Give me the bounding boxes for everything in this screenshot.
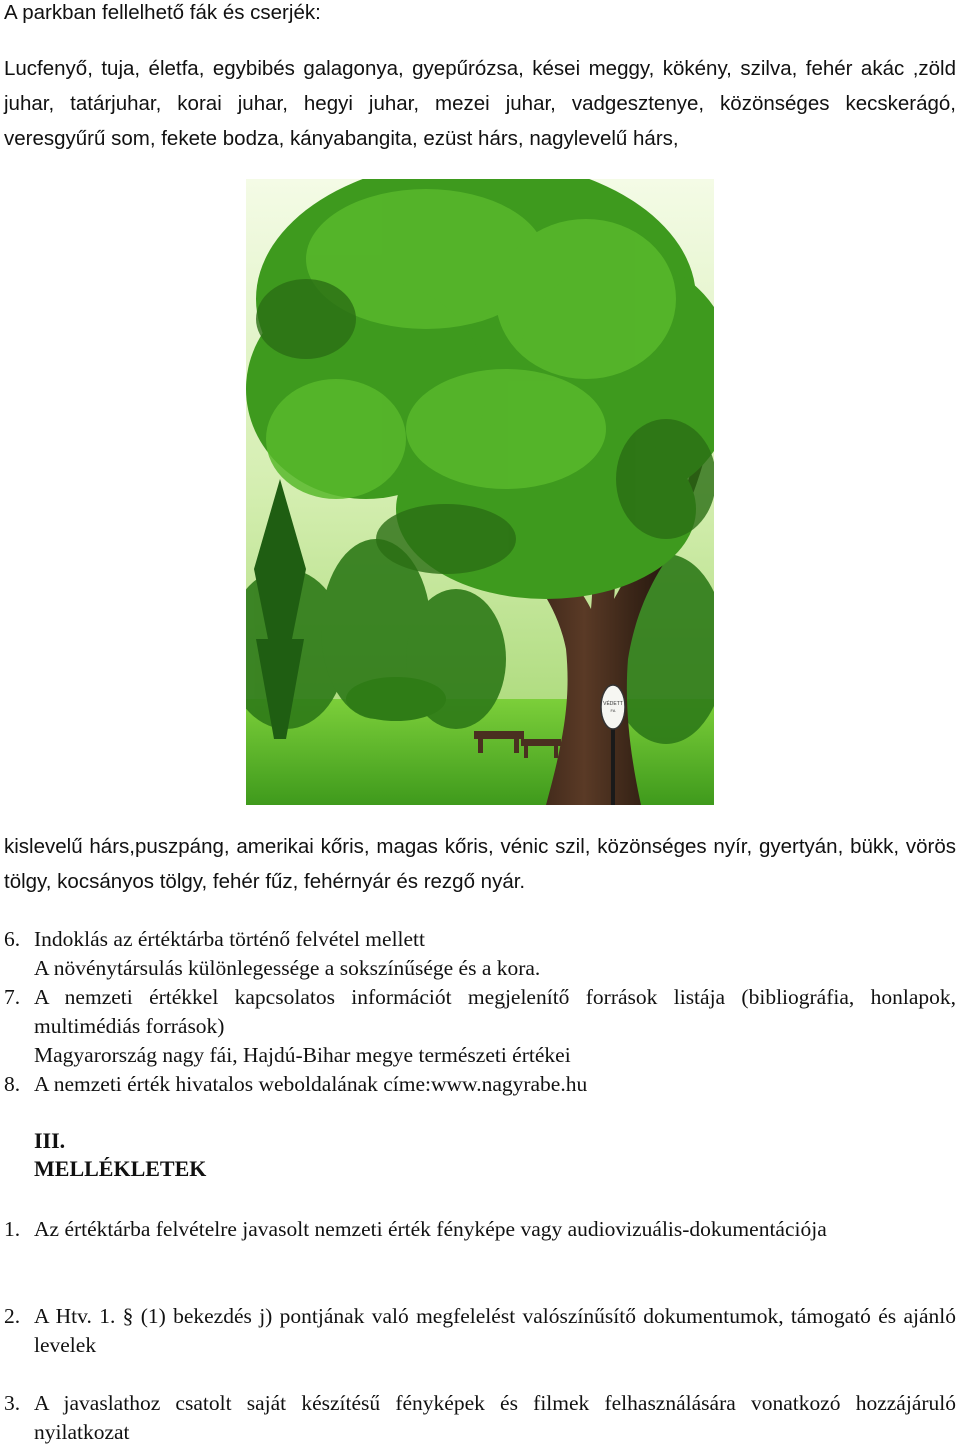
sign-text-1: VÉDETT: [603, 701, 623, 707]
attachment-1: [4, 1215, 956, 1244]
trees-paragraph-top: Lucfenyő, tuja, életfa, egybibés galagonya, gyepűrózsa, kései meggy, kökény, szilva, fehér akác ,zöld juhar, tatárjuhar, korai juhar, hegyi juhar, mezei juhar, vadgesztenye, közönséges kecskerágó, veresgyűrű som, fekete bodza, kányabangita, ezüst hárs, nagylevelű hárs,: [4, 57, 956, 150]
item-sub-text: Magyarország nagy fái, Hajdú-Bihar megye természeti értékei: [34, 1043, 571, 1067]
item-number: 8.: [4, 1072, 21, 1096]
old-tree-photo: [246, 179, 714, 805]
page-heading: A parkban fellelhető fák és cserjék:: [4, 1, 321, 24]
item-text: Indoklás az értéktárba történő felvétel mellett: [34, 927, 425, 951]
sign-text-2: FA: [610, 708, 616, 713]
attachment-number: 1.: [4, 1217, 21, 1241]
section-title: MELLÉKLETEK: [34, 1156, 207, 1181]
item-8: [4, 1070, 956, 1099]
attachment-text: Az értéktárba felvételre javasolt nemzeti érték fényképe vagy audiovizuális-dokumentációja: [34, 1217, 827, 1241]
attachment-number: 2.: [4, 1304, 21, 1328]
item-sub-text: A növénytársulás különlegessége a sokszínűsége és a kora.: [34, 956, 541, 980]
item-6: [4, 925, 956, 983]
item-number: 7.: [4, 985, 21, 1009]
attachment-text: A Htv. 1. § (1) bekezdés j) pontjának való megfelelést valószínűsítő dokumentumok, támogató és ajánló levelek: [34, 1304, 956, 1357]
attachment-text: A javaslathoz csatolt saját készítésű fényképek és filmek felhasználására vonatkozó hozzájáruló nyilatkozat: [34, 1391, 956, 1444]
item-text: A nemzeti érték hivatalos weboldalának címe:www.nagyrabe.hu: [34, 1072, 588, 1096]
attachment-3: [4, 1389, 956, 1447]
item-7: [4, 983, 956, 1070]
item-number: 6.: [4, 927, 21, 951]
item-text: A nemzeti értékkel kapcsolatos információt megjelenítő források listája (bibliográfia, honlapok, multimédiás források): [34, 985, 956, 1038]
trees-paragraph-bottom: kislevelű hárs,puszpáng, amerikai kőris, magas kőris, vénic szil, közönséges nyír, gyertyán, bükk, vörös tölgy, kocsányos tölgy, fehér fűz, fehérnyár és rezgő nyár.: [4, 835, 956, 893]
section-label: III.: [34, 1128, 66, 1153]
attachment-number: 3.: [4, 1391, 21, 1415]
attachment-2: [4, 1302, 956, 1360]
